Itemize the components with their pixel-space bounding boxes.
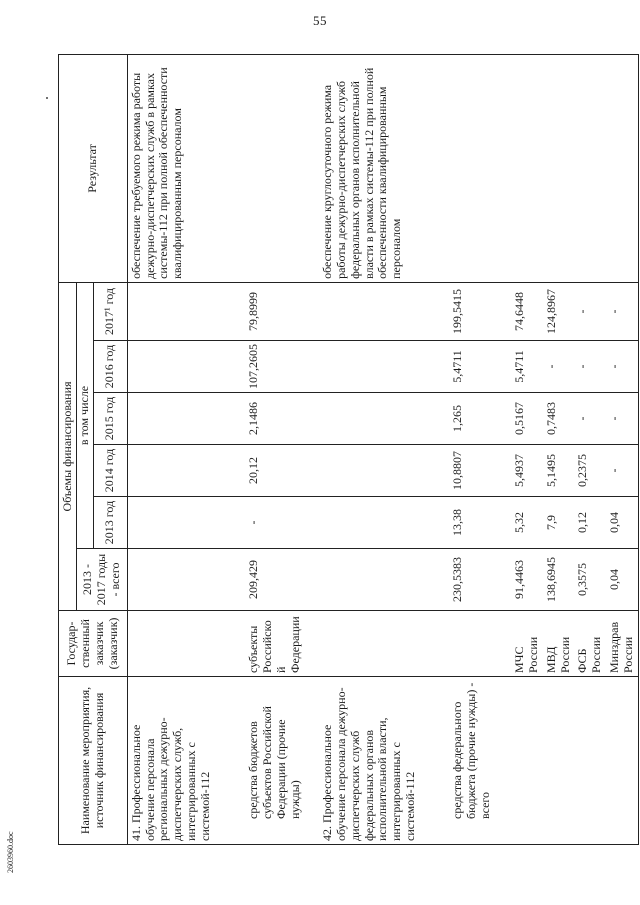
year-2016-cell: - [574,341,606,393]
year-2016-cell: - [606,341,638,393]
result-cell [574,54,606,282]
table-row [574,54,606,844]
total-cell: 0,04 [606,549,638,611]
year-2014-cell [319,445,449,497]
result-42: обеспечение круглосуточного режима работы дежурно-диспетчерских служб федеральных органов исполнительной власти в рамках системы-112 при полной обеспеченности квалифицированным персоналом [319,54,449,282]
activity-name-42: 42. Профессиональное обучение персонала дежурно-диспетчерских служб федеральных органов исполнительной власти, интегрированных с системой-112 [319,677,449,845]
customer-cell [319,611,449,677]
scan-speck [46,97,48,99]
total-cell: 91,4463 [511,549,543,611]
rotated-table-container [58,55,635,845]
year-2015-cell [319,393,449,445]
year-2015-cell: 0,5167 [511,393,543,445]
customer-mchs: МЧС России [511,611,543,677]
year-2016-cell [319,341,449,393]
year-2017-cell: 199,5415 [449,282,511,340]
year-2013-cell [319,497,449,549]
year-2013-cell: 7,9 [543,497,575,549]
header-funding-volumes: Объемы финансирования [59,282,77,610]
year-2017-cell: - [574,282,606,340]
result-cell [449,54,511,282]
year-2016-cell [127,341,245,393]
year-2016-cell: 5,4711 [511,341,543,393]
customer-regions: субъекты Российской Федерации [245,611,319,677]
table-row [319,54,449,844]
financing-table [58,54,639,845]
result-cell [511,54,543,282]
year-2017-cell [127,282,245,340]
customer-minzdrav: Минздрав России [606,611,638,677]
header-result: Результат [59,54,128,282]
total-cell: 230,5383 [449,549,511,611]
year-2014-cell: 20,12 [245,445,319,497]
total-cell [319,549,449,611]
page-number: 55 [313,13,327,28]
year-2013-cell: 0,12 [574,497,606,549]
header-year-2016: 2016 год [93,341,127,393]
table-row [449,54,511,844]
table-row [511,54,543,844]
year-2015-cell: 0,7483 [543,393,575,445]
year-2013-cell: 0,04 [606,497,638,549]
year-2014-cell: 0,2375 [574,445,606,497]
funding-source-regional: средства бюджетов субъектов Российской Федерации (прочие нужды) [245,677,319,845]
year-2014-cell: - [606,445,638,497]
activity-name-cell [606,677,638,845]
header-total-2013-2017: 2013 - 2017 годы - всего [77,549,128,611]
header-state-customer: Государ-ственный заказчик (заказчик) [59,611,128,677]
year-2017-cell: - [606,282,638,340]
activity-name-cell [511,677,543,845]
table-row [606,54,638,844]
table-row [543,54,575,844]
total-cell: 209,429 [245,549,319,611]
result-41: обеспечение требуемого режима работы дежурно-диспетчерских служб в рамках системы-112 при полной обеспеченности квалифицированным персоналом [127,54,245,282]
customer-cell [449,611,511,677]
year-2015-cell: 2,1486 [245,393,319,445]
year-2017-cell: 74,6448 [511,282,543,340]
activity-name-cell [574,677,606,845]
total-cell [127,549,245,611]
year-2015-cell: - [574,393,606,445]
year-2013-cell: 13,38 [449,497,511,549]
header-year-2015: 2015 год [93,393,127,445]
customer-fsb: ФСБ России [574,611,606,677]
year-2016-cell: 107,2605 [245,341,319,393]
year-2013-cell [127,497,245,549]
year-2016-cell: 5,4711 [449,341,511,393]
header-year-2017: 2017¹ год [93,282,127,340]
header-activity-name: Наименование мероприятия, источник финансирования [59,677,128,845]
year-2015-cell [127,393,245,445]
result-cell [606,54,638,282]
activity-name-cell [543,677,575,845]
table-row [127,54,245,844]
year-2013-cell: 5,32 [511,497,543,549]
year-2017-cell: 124,8967 [543,282,575,340]
year-2014-cell [127,445,245,497]
year-2015-cell: - [606,393,638,445]
total-cell: 138,6945 [543,549,575,611]
year-2017-cell [319,282,449,340]
result-cell [245,54,319,282]
document-reference: 2603960.doc [6,831,15,873]
customer-cell [127,611,245,677]
activity-name-41: 41. Профессиональное обучение персонала региональных дежурно-диспетчерских служб, интегрированных с системой-112 [127,677,245,845]
table-row [245,54,319,844]
year-2015-cell: 1,265 [449,393,511,445]
year-2017-cell: 79,8999 [245,282,319,340]
header-including: в том числе [77,282,94,548]
total-cell: 0,3575 [574,549,606,611]
year-2014-cell: 5,4937 [511,445,543,497]
header-year-2014: 2014 год [93,445,127,497]
header-year-2013: 2013 год [93,497,127,549]
year-2016-cell: - [543,341,575,393]
year-2014-cell: 10,8807 [449,445,511,497]
funding-source-federal: средства федерального бюджета (прочие нужды) - всего [449,677,511,845]
customer-mvd: МВД России [543,611,575,677]
year-2014-cell: 5,1495 [543,445,575,497]
result-cell [543,54,575,282]
year-2013-cell: - [245,497,319,549]
